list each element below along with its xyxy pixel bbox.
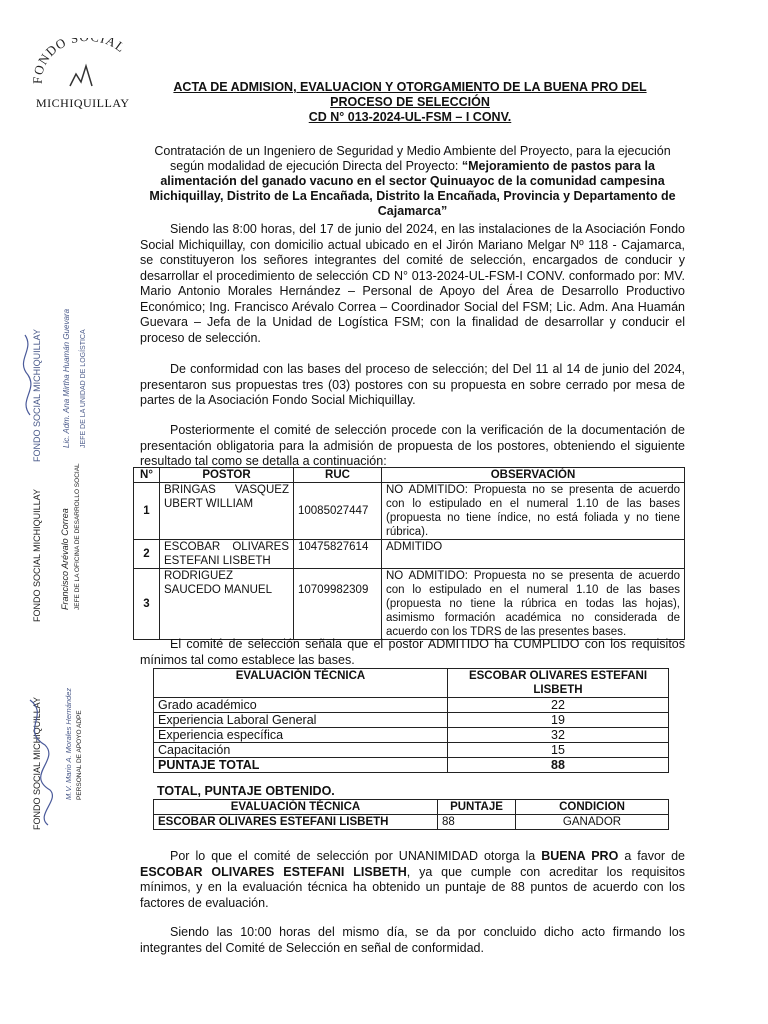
row-number: 3 <box>134 569 160 640</box>
paragraph-award <box>140 849 685 911</box>
fondo-social-logo <box>30 38 140 118</box>
col-number: N° <box>134 468 160 483</box>
summary-condition: GANADOR <box>516 815 669 830</box>
criteria-label: Grado académico <box>154 698 448 713</box>
stamp-apoyo-role <box>76 710 166 807</box>
table-row <box>134 569 685 640</box>
stamp-2-role: JEFE DE LA OFICINA DE DESARROLLO SOCIAL <box>74 463 81 610</box>
col-ruc: RUC <box>294 468 382 483</box>
stamp-2-org: FONDO SOCIAL MICHIQUILLAY <box>32 488 42 622</box>
intro-project-name: “Mejoramiento de pastos para la alimentación del ganado vacuno en el sector Quinuayoc de la comunidad campesina Michiquillay, Distrito de La Encañada, Distrito la Encañada, Provincia y Departamento de Cajamarca” <box>149 159 676 218</box>
row-observacion: NO ADMITIDO: Propuesta no se presenta de acuerdo con lo estipulado en el numeral 1.10 de las bases (propuesta no tiene índice, no está foliada y no tiene rúbrica). <box>382 483 685 540</box>
row-postor: RODRIGUEZ SAUCEDO MANUEL <box>160 569 294 640</box>
stamp-2-name: Francisco Arévalo Correa <box>60 508 70 610</box>
criteria-value: 22 <box>448 698 669 713</box>
criteria-value: 32 <box>448 728 669 743</box>
award-buena-pro: BUENA PRO <box>541 849 619 863</box>
col-observacion: OBSERVACIÓN <box>382 468 685 483</box>
row-number: 1 <box>134 483 160 540</box>
eval-col-candidate: ESCOBAR OLIVARES ESTEFANI LISBETH <box>448 669 669 698</box>
total-row <box>154 758 669 773</box>
row-ruc: 10709982309 <box>294 569 382 640</box>
award-text-1: Por lo que el comité de selección por UNANIMIDAD otorga la <box>170 849 542 863</box>
evaluation-header-row <box>154 669 669 698</box>
table-row <box>154 698 669 713</box>
summary-name: ESCOBAR OLIVARES ESTEFANI LISBETH <box>154 815 438 830</box>
row-ruc: 10085027447 <box>294 483 382 540</box>
row-ruc: 10475827614 <box>294 540 382 569</box>
row-observacion: ADMITIDO <box>382 540 685 569</box>
paragraph-admitted: El comité de selección señala que el postor ADMITIDO ha CUMPLIDO con los requisitos mínimos tal como establece las bases. <box>140 637 685 667</box>
admission-header-row <box>134 468 685 483</box>
row-number: 2 <box>134 540 160 569</box>
award-winner: ESCOBAR OLIVARES ESTEFANI LISBETH <box>140 864 407 879</box>
svg-text:FONDO SOCIAL <box>30 38 129 84</box>
summary-score: 88 <box>438 815 516 830</box>
row-postor: ESCOBAR OLIVARES ESTEFANI LISBETH <box>160 540 294 569</box>
award-text-2: a favor de <box>618 849 685 863</box>
stamp-3-name: M.V. Mario A. Morales Hernández <box>64 687 73 800</box>
paragraph-verification: Posteriormente el comité de selección procede con la verificación de la documentación de presentación obligatoria para la admisión de propuesta de los postores, obteniendo el siguiente resultado tal como se detalla a continuación: <box>140 423 685 468</box>
summary-col-score: PUNTAJE <box>438 800 516 815</box>
table-row <box>134 483 685 540</box>
summary-col-evaluation: EVALUACIÓN TÉCNICA <box>154 800 438 815</box>
table-row <box>154 728 669 743</box>
criteria-label: Capacitación <box>154 743 448 758</box>
criteria-value: 19 <box>448 713 669 728</box>
title-line-2: PROCESO DE SELECCIÓN <box>330 95 490 109</box>
table-row <box>154 743 669 758</box>
logo-arc-text: FONDO S IAL <box>30 38 129 85</box>
evaluation-table <box>153 668 669 773</box>
summary-table <box>153 799 669 830</box>
stamp-1-role: JEFE DE LA UNIDAD DE LOGÍSTICA <box>80 329 87 448</box>
col-postor: POSTOR <box>160 468 294 483</box>
total-value: 88 <box>448 758 669 773</box>
intro-paragraph <box>140 144 685 219</box>
title-line-1: ACTA DE ADMISION, EVALUACION Y OTORGAMIENTO DE LA BUENA PRO DEL <box>173 80 647 94</box>
table-row <box>154 815 669 830</box>
intro-plain: Contratación de un Ingeniero de Seguridad y Medio Ambiente del Proyecto, para la ejecución según modalidad de ejecución Directa del Proyecto: <box>154 144 671 173</box>
summary-header-row <box>154 800 669 815</box>
row-observacion: NO ADMITIDO: Propuesta no se presenta de acuerdo con lo estipulado en el numeral 1.10 de las bases (propuesta no tiene la rúbrica en todas las hojas), asimismo formación académica no considerada de acuerdo con los TDRS de las presentes bases. <box>382 569 685 640</box>
row-postor: BRINGAS VASQUEZ UBERT WILLIAM <box>160 483 294 540</box>
criteria-label: Experiencia Laboral General <box>154 713 448 728</box>
mountain-icon <box>70 66 92 86</box>
stamp-3-role: PERSONAL DE APOYO ADPE <box>76 710 83 800</box>
summary-col-condition: CONDICION <box>516 800 669 815</box>
criteria-value: 15 <box>448 743 669 758</box>
stamp-1-org: FONDO SOCIAL MICHIQUILLAY <box>32 328 42 462</box>
total-label: PUNTAJE TOTAL <box>154 758 448 773</box>
signature-3 <box>10 690 70 830</box>
paragraph-proposals: De conformidad con las bases del proceso de selección; del Del 11 al 14 de junio del 2024, presentaron sus propuestas tres (03) postores con su propuesta en sobre cerrado por mesa de partes de la Asociación Fondo Social Michiquillay. <box>140 362 685 407</box>
stamp-logistica-role <box>80 329 199 455</box>
paragraph-closing: Siendo las 10:00 horas del mismo día, se da por concluido dicho acto firmando los integrantes del Comité de Selección en señal de conformidad. <box>140 925 685 955</box>
table-row <box>154 713 669 728</box>
paragraph-opening: Siendo las 8:00 horas, del 17 de junio del 2024, en las instalaciones de la Asociación Fondo Social Michiquillay, con domicilio actual ubicado en el Jirón Mariano Melgar Nº 118 - Cajamarca, se constituyeron los señores integrantes del comité de selección, encargados de conducir y desarrollar el procedimiento de selección CD N° 013-2024-UL-FSM-I CONV. conformado por: MV. Mario Antonio Morales Hernández – Personal de Apoyo del Área de Desarrollo Productivo Económico; Ing. Francisco Arévalo Correa – Coordinador Social del FSM; Lic. Adm. Ana Huamán Guevara – Jefa de la Unidad de Logística FSM; con la finalidad de desarrollar y conducir el proceso de selección. <box>140 222 685 345</box>
stamp-1-name: Lic. Adm. Ana Mirtha Huamán Guevara <box>62 308 71 448</box>
document-title <box>150 80 670 125</box>
eval-col-criteria: EVALUACIÓN TÉCNICA <box>154 669 448 698</box>
stamp-3-org: FONDO SOCIAL MICHIQUILLAY <box>32 696 42 830</box>
award-text-3: , ya que cumple con acreditar los requisitos mínimos, y en la evaluación técnica ha obtenido un puntaje de 88 puntos de acuerdo con los factores de evaluación. <box>140 864 685 910</box>
table-row <box>134 540 685 569</box>
summary-heading: TOTAL, PUNTAJE OBTENIDO. <box>157 784 335 798</box>
title-line-3: CD N° 013-2024-UL-FSM – I CONV. <box>308 110 512 124</box>
logo-name: MICHIQUILLAY <box>36 96 130 110</box>
criteria-label: Experiencia específica <box>154 728 448 743</box>
signature-1 <box>10 330 40 420</box>
